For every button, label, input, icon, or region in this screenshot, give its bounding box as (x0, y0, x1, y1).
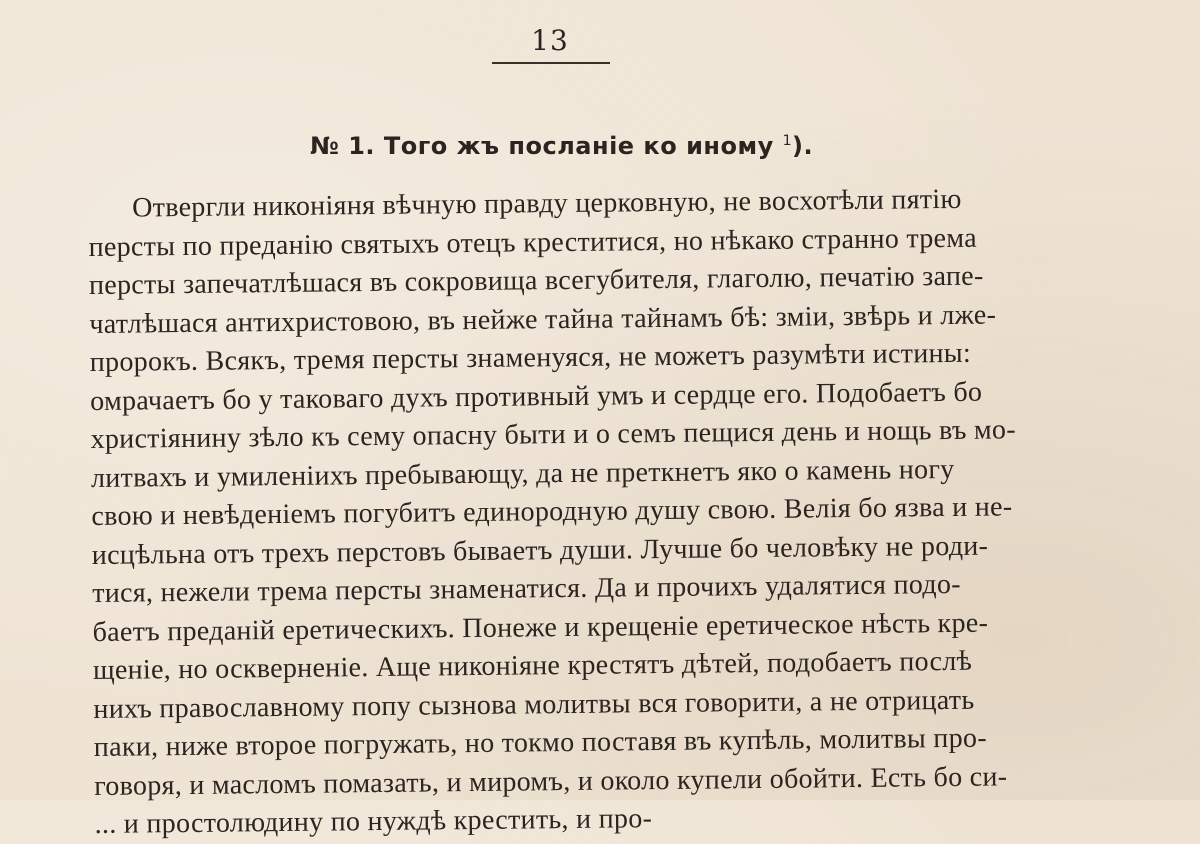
text-line: Отвергли никоніяня вѣчную правду церковную, не восхотѣли пятію (132, 183, 962, 224)
text-line: омрачаетъ бо у таковаго духъ противный умъ и сердце его. Подобаетъ бо (90, 376, 983, 417)
text-line: чатлѣшася антихристовою, въ нейже тайна тайнамъ бѣ: зміи, звѣрь и лже- (89, 298, 997, 340)
footnote-reference: 1 (782, 133, 792, 149)
text-line: персты запечатлѣшася въ сокровища всегубителя, глаголю, печатію запе- (88, 260, 984, 301)
text-line: свою и невѣденіемъ погубитъ единородную душу свою. Велія бо язва и не- (91, 491, 1013, 532)
page-number-rule (492, 62, 610, 64)
heading-closing: ). (792, 132, 814, 160)
page-number: 13 (531, 24, 569, 57)
text-line: христіянину зѣло къ сему опасну быти и о семъ пещися день и нощь въ мо- (90, 414, 1017, 455)
text-line: тися, нежели трема персты знаменатися. Да и прочихъ удалятися подо- (92, 568, 961, 609)
text-line: щеніе, но оскверненіе. Аще никоніяне крестятъ дѣтей, подобаетъ послѣ (92, 645, 973, 686)
text-line: пророкъ. Всякъ, тремя персты знаменуяся, не можетъ разумѣти истины: (89, 337, 972, 378)
text-line: говоря, и масломъ помазать, и миромъ, и около купели обойти. Есть бо си- (94, 760, 1008, 802)
heading-text: № 1. Того жъ посланіе ко иному (310, 132, 774, 160)
text-line: исцѣльна отъ трехъ перстовъ бываетъ души. Лучше бо человѣку не роди- (91, 530, 989, 571)
text-line: ... и простолюдину по нуждѣ крестить, и про- (94, 803, 653, 840)
text-line: литвахъ и умиленіихъ пребывающу, да не преткнетъ яко о камень ногу (90, 453, 955, 494)
text-line: нихъ православному попу сызнова молитвы вся говорити, а не отрицать (93, 684, 975, 725)
body-text (88, 178, 1195, 844)
text-line: баетъ преданій еретическихъ. Понеже и крещеніе еретическое нѣсть кре- (92, 607, 989, 648)
text-line: персты по преданію святыхъ отецъ креститися, но нѣкако странно трема (88, 222, 977, 263)
section-heading (310, 132, 870, 160)
text-line: паки, ниже второе погружать, но токмо поставя въ купѣль, молитвы про- (93, 722, 988, 763)
